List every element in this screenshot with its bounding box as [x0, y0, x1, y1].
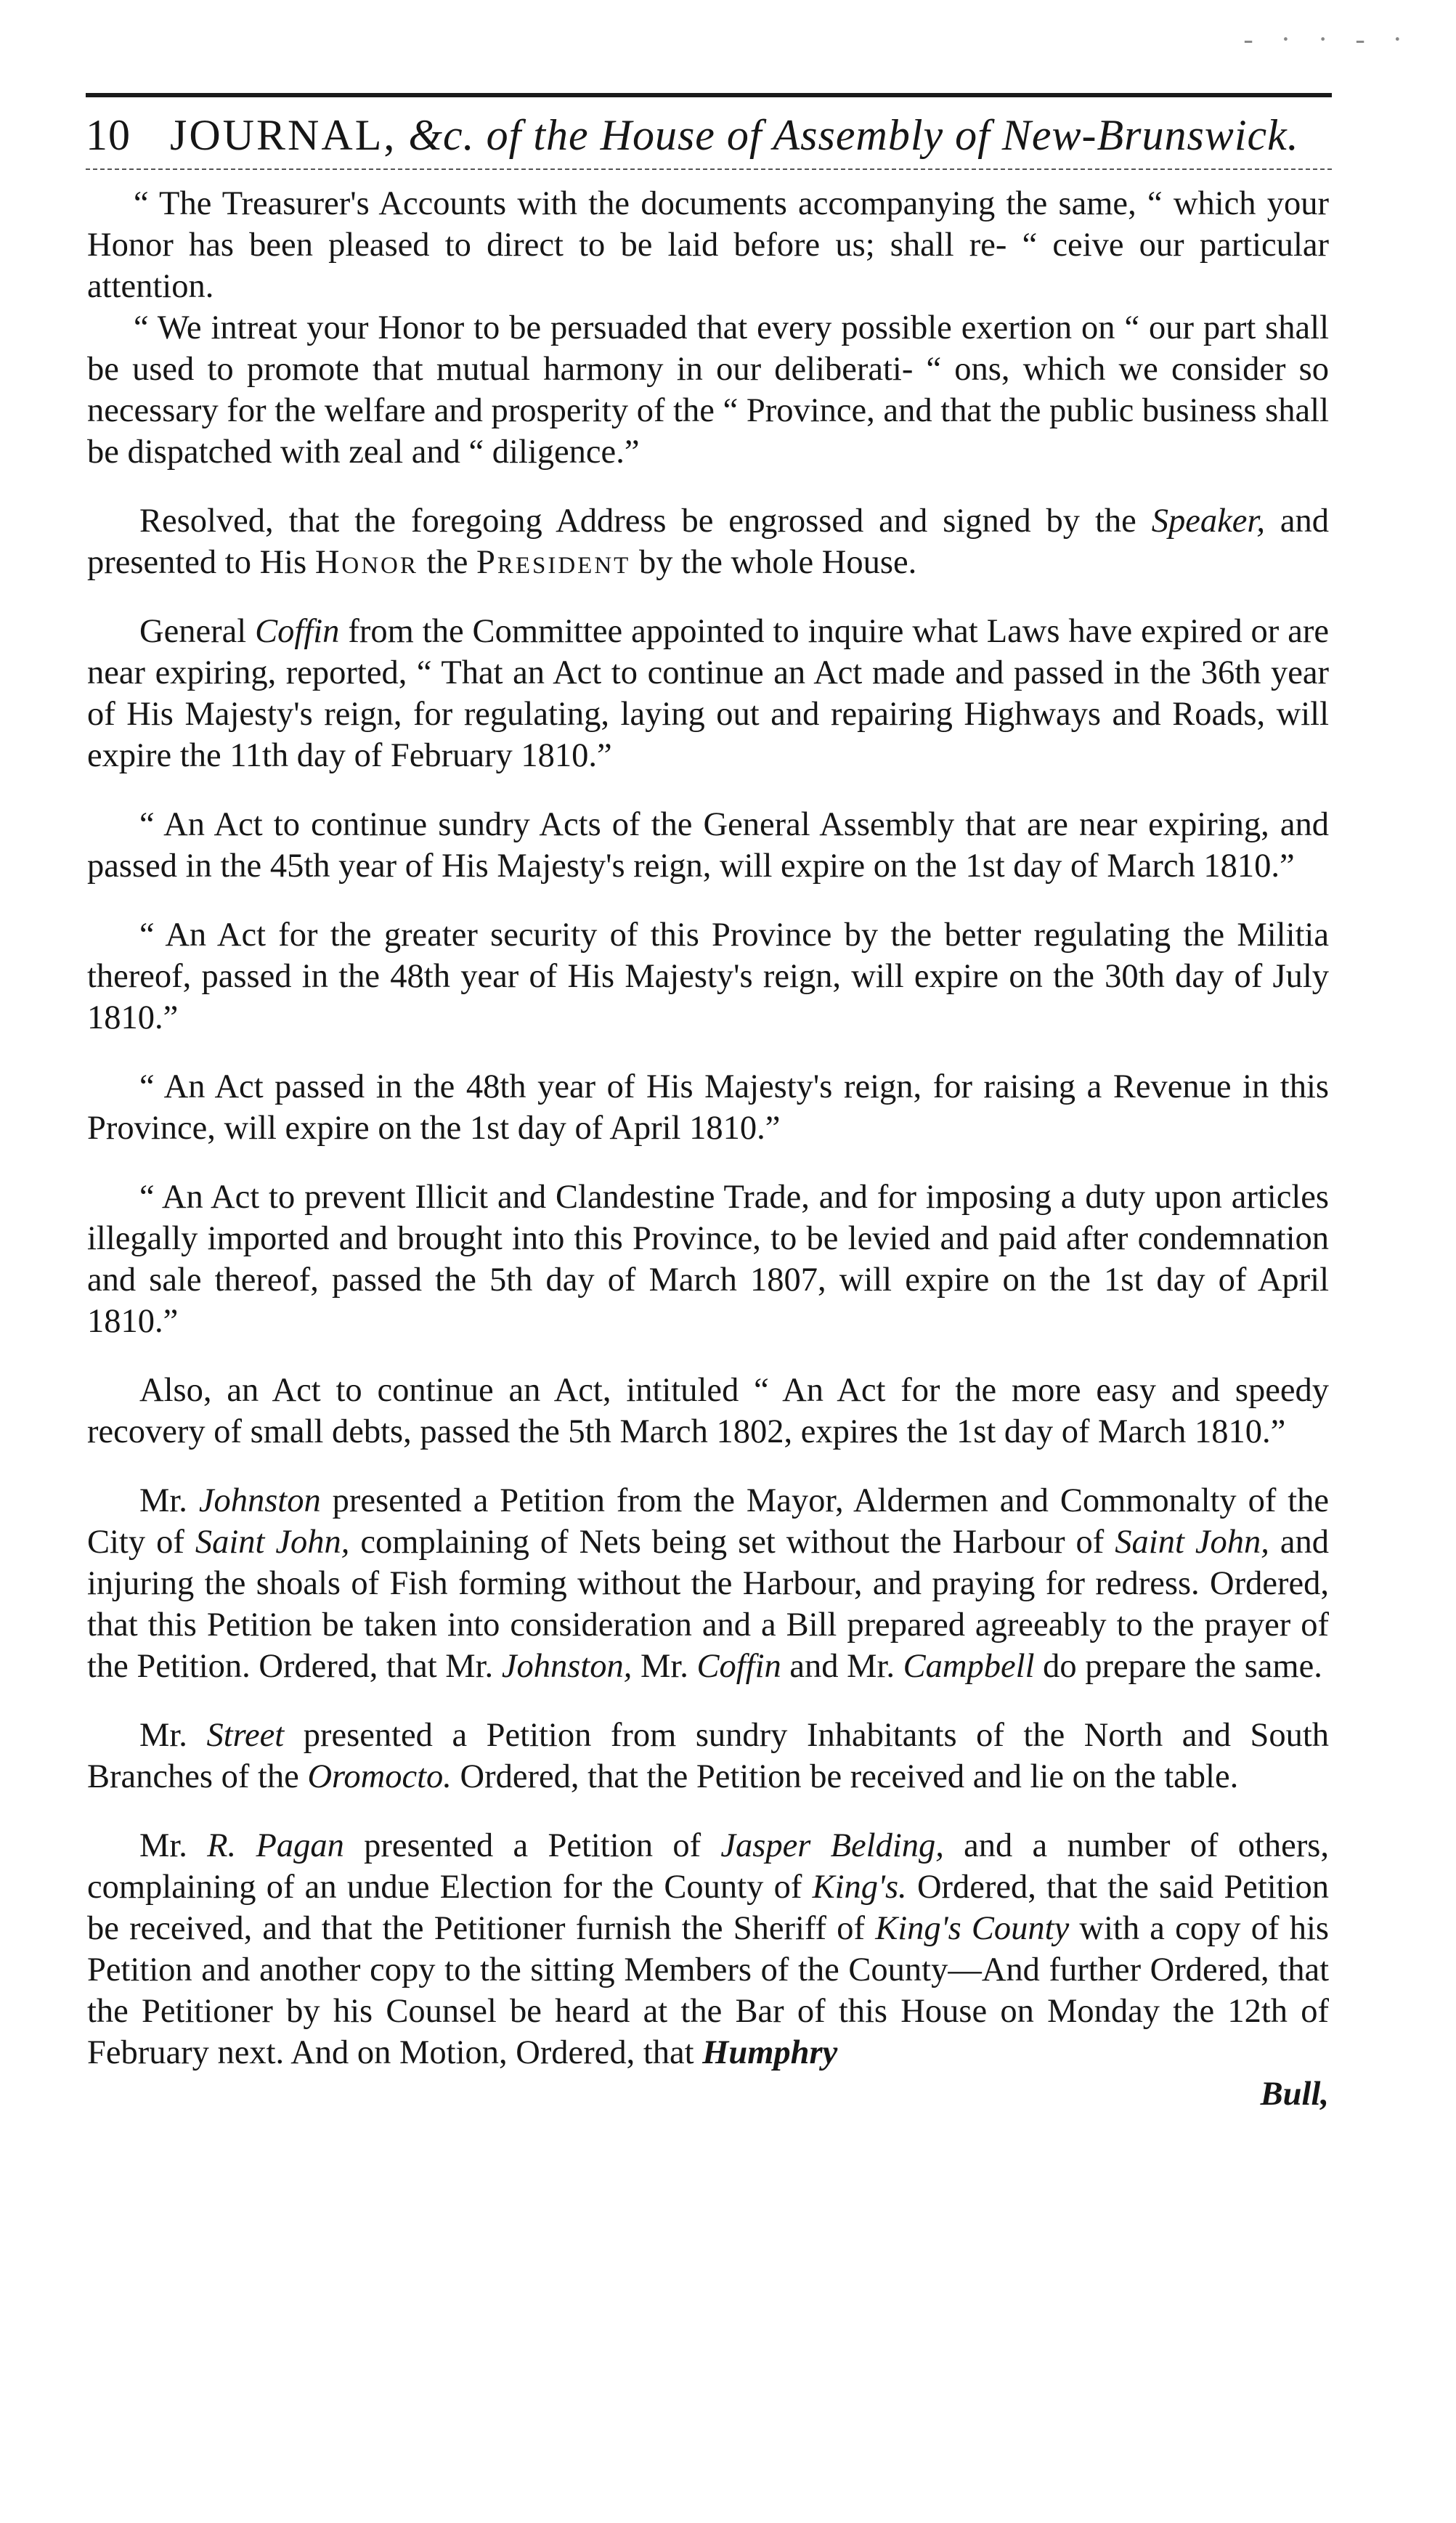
act-paragraph-5: Also, an Act to continue an Act, intituled “ An Act for the more easy and speedy recovery of small debts, passed the 5th March 1802, expires the 1st day of March 1810.”: [87, 1372, 1329, 1450]
name-johnston: Johnston,: [501, 1648, 633, 1685]
running-header: [86, 107, 1332, 163]
address-paragraph-2: “ We intreat your Honor to be persuaded that every possible exertion on “ our part shall be used to promote that mutual harmony in our deliberati- “ ons, which we consider so necessary for the welfare and prosperity of the “ Province, and that the public business shall be dispatched with zeal and “ diligence.”: [87, 309, 1329, 471]
coffin-report-paragraph: General Coffin from the Committee appointed to inquire what Laws have expired or are near expiring, reported, “ That an Act to continue an Act made and passed in the 36th year of His Majesty's reign, for regulating, laying out and repairing Highways and Roads, will expire the 11th day of February 1810.”: [87, 613, 1330, 774]
name-coffin: Coffin: [696, 1648, 781, 1685]
resolved-paragraph: Resolved, that the foregoing Address be engrossed and signed by the Speaker, and presented to His Honor the President by the whole House.: [87, 503, 1330, 581]
page-number: 10: [86, 111, 131, 159]
name-coffin: Coffin: [255, 613, 340, 650]
johnston-petition-paragraph: Mr. Johnston presented a Petition from the Mayor, Aldermen and Commonalty of the City of Saint John, complaining of Nets being set without the Harbour of Saint John, and injuring the shoals of Fish forming without the Harbour, and praying for redress. Ordered, that this Petition be taken into consideration and a Bill prepared agreeably to the prayer of the Petition. Ordered, that Mr. Johnston, Mr. Coffin and Mr. Campbell do prepare the same.: [87, 1482, 1330, 1685]
place-saint-john: Saint John,: [195, 1524, 350, 1561]
catchword: Bull,: [1260, 2076, 1329, 2113]
place-kings: King's.: [812, 1869, 907, 1906]
street-petition-paragraph: Mr. Street presented a Petition from sundry Inhabitants of the North and South Branches of the Oromocto. Ordered, that the Petition be received and lie on the table.: [87, 1717, 1330, 1795]
act-paragraph-4: “ An Act to prevent Illicit and Clandestine Trade, and for imposing a duty upon articles illegally imported and brought into this Province, to be levied and paid after condemnation and sale thereof, passed the 5th day of March 1807, will expire on the 1st day of April 1810.”: [87, 1179, 1329, 1340]
speaker-term: Speaker,: [1151, 503, 1265, 540]
journal-subtitle: &c. of the House of Assembly of New-Brunswick.: [408, 111, 1299, 159]
address-paragraph-1: “ The Treasurer's Accounts with the documents accompanying the same, “ which your Honor has been pleased to direct to be laid before us; shall re- “ ceive our particular attention.: [87, 185, 1329, 305]
place-oromocto: Oromocto.: [307, 1758, 452, 1795]
place-saint-john: Saint John,: [1115, 1524, 1269, 1561]
journal-title: JOURNAL,: [170, 111, 397, 159]
name-campbell: Campbell: [903, 1648, 1035, 1685]
name-johnston: Johnston: [198, 1482, 321, 1519]
honor-term: Honor: [314, 544, 418, 581]
president-term: President: [476, 544, 631, 581]
name-humphry: Humphry: [702, 2034, 838, 2071]
pagan-petition-paragraph: Mr. R. Pagan presented a Petition of Jasper Belding, and a number of others, complaining of an undue Election for the County of King's. Ordered, that the said Petition be received, and that the Petitioner furnish the Sheriff of King's County with a copy of his Petition and another copy to the sitting Members of the County—And further Ordered, that the Petitioner by his Counsel be heard at the Bar of this House on Monday the 12th of February next. And on Motion, Ordered, that Humphry: [87, 1827, 1330, 2071]
header-dashed-rule: [86, 168, 1332, 170]
name-belding: Jasper Belding,: [720, 1827, 944, 1864]
corner-marks: - · · - ·: [1243, 23, 1412, 55]
header-rule: [86, 93, 1332, 97]
place-kings-county: King's County: [875, 1910, 1070, 1947]
name-street: Street: [206, 1717, 285, 1754]
act-paragraph-2: “ An Act for the greater security of this Province by the better regulating the Militia thereof, passed in the 48th year of His Majesty's reign, will expire on the 30th day of July 1810.”: [87, 917, 1329, 1036]
name-pagan: R. Pagan: [207, 1827, 344, 1864]
journal-text: [87, 183, 1329, 2115]
act-paragraph-1: “ An Act to continue sundry Acts of the General Assembly that are near expiring, and passed in the 45th year of His Majesty's reign, will expire on the 1st day of March 1810.”: [87, 806, 1329, 885]
act-paragraph-3: “ An Act passed in the 48th year of His Majesty's reign, for raising a Revenue in this Province, will expire on the 1st day of April 1810.”: [87, 1068, 1329, 1147]
